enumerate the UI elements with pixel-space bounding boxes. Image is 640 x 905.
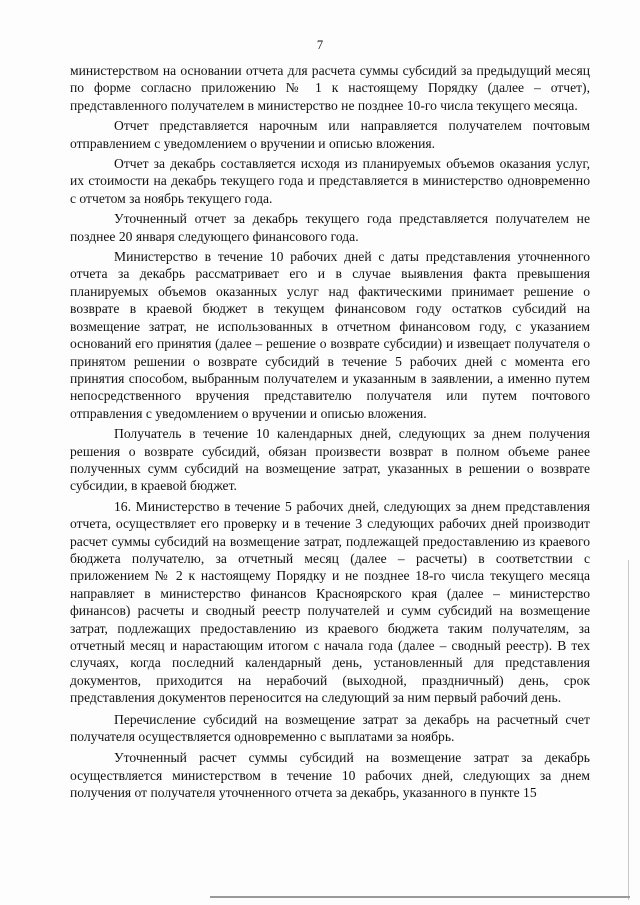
scan-edge-line (628, 560, 629, 900)
paragraph-december-transfer: Перечисление субсидий на возмещение затрат за декабрь на расчетный счет получателя осуществляется одновременно с выплатами за ноябрь. (70, 711, 590, 745)
paragraph-refined-calculation: Уточненный расчет суммы субсидий на возмещение затрат за декабрь осуществляется министерством в течение 10 рабочих дней, следующих за днем получения от получателя уточненного отчета за декабрь, указанного в пункте 15 (70, 750, 590, 801)
paragraph-refund-obligation: Получатель в течение 10 календарных дней, следующих за днем получения решения о возврате субсидий, обязан произвести возврат в полном объеме ранее полученных сумм субсидий на возмещение затрат, указанных в решении о возврате субсидии, в краевой бюджет. (70, 426, 590, 494)
paragraph-report-delivery: Отчет представляется нарочным или направляется получателем почтовым отправлением с уведомлением о вручении и описью вложения. (70, 118, 590, 151)
document-body (70, 62, 590, 802)
paragraph-clause-16: 16. Министерство в течение 5 рабочих дней, следующих за днем представления отчета, осуществляет его проверку и в течение 3 следующих рабочих дней производит расчет суммы субсидий на возмещение затрат, подлежащей предоставлению из краевого бюджета получателю, за отчетный месяц (далее – расчеты) в соответствии с приложением № 2 к настоящему Порядку и не позднее 18-го числа текущего месяца направляет в министерство финансов Красноярского края (далее – министерство финансов) расчеты и сводный реестр получателей и сумм субсидий на возмещение затрат, подлежащих предоставлению из краевого бюджета таким получателям, за отчетный месяц и нарастающим итогом с начала года (далее – сводный реестр). В тех случаях, когда последний календарный день, установленный для представления документов, приходится на нерабочий (выходной, праздничный) день, срок представления документов переносится на следующий за ним первый рабочий день. (70, 498, 590, 706)
paragraph-refined-report: Уточненный отчет за декабрь текущего года представляется получателем не позднее 20 января следующего финансового года. (70, 211, 590, 244)
paragraph-ministry-review: Министерство в течение 10 рабочих дней с даты представления уточненного отчета за декабрь рассматривает его и в случае выявления факта превышения планируемых объемов оказанных услуг над фактическими принимает решение о возврате в краевой бюджет в текущем финансовом году остатков субсидий на возмещение затрат, не использованных в отчетном финансовом году, с указанием оснований его принятия (далее – решение о возврате субсидии) и извещает получателя о принятом решении о возврате субсидий в течение 5 рабочих дней с момента его принятия способом, выбранным получателем и указанным в заявлении, а именно путем непосредственного вручения представителю получателя или путем почтового отправления с уведомлением о вручении и описью вложения. (70, 249, 590, 421)
paragraph-continuation: министерством на основании отчета для расчета суммы субсидий за предыдущий месяц по форме согласно приложению № 1 к настоящему Порядку (далее – отчет), представленного получателем в министерство не позднее 10-го числа текущего месяца. (70, 63, 590, 113)
paragraph-december-report: Отчет за декабрь составляется исходя из планируемых объемов оказания услуг, их стоимости на декабрь текущего года и представляется в министерство одновременно с отчетом за ноябрь текущего года. (70, 156, 590, 206)
page-number: 7 (316, 38, 324, 52)
scan-bottom-line (210, 896, 630, 898)
